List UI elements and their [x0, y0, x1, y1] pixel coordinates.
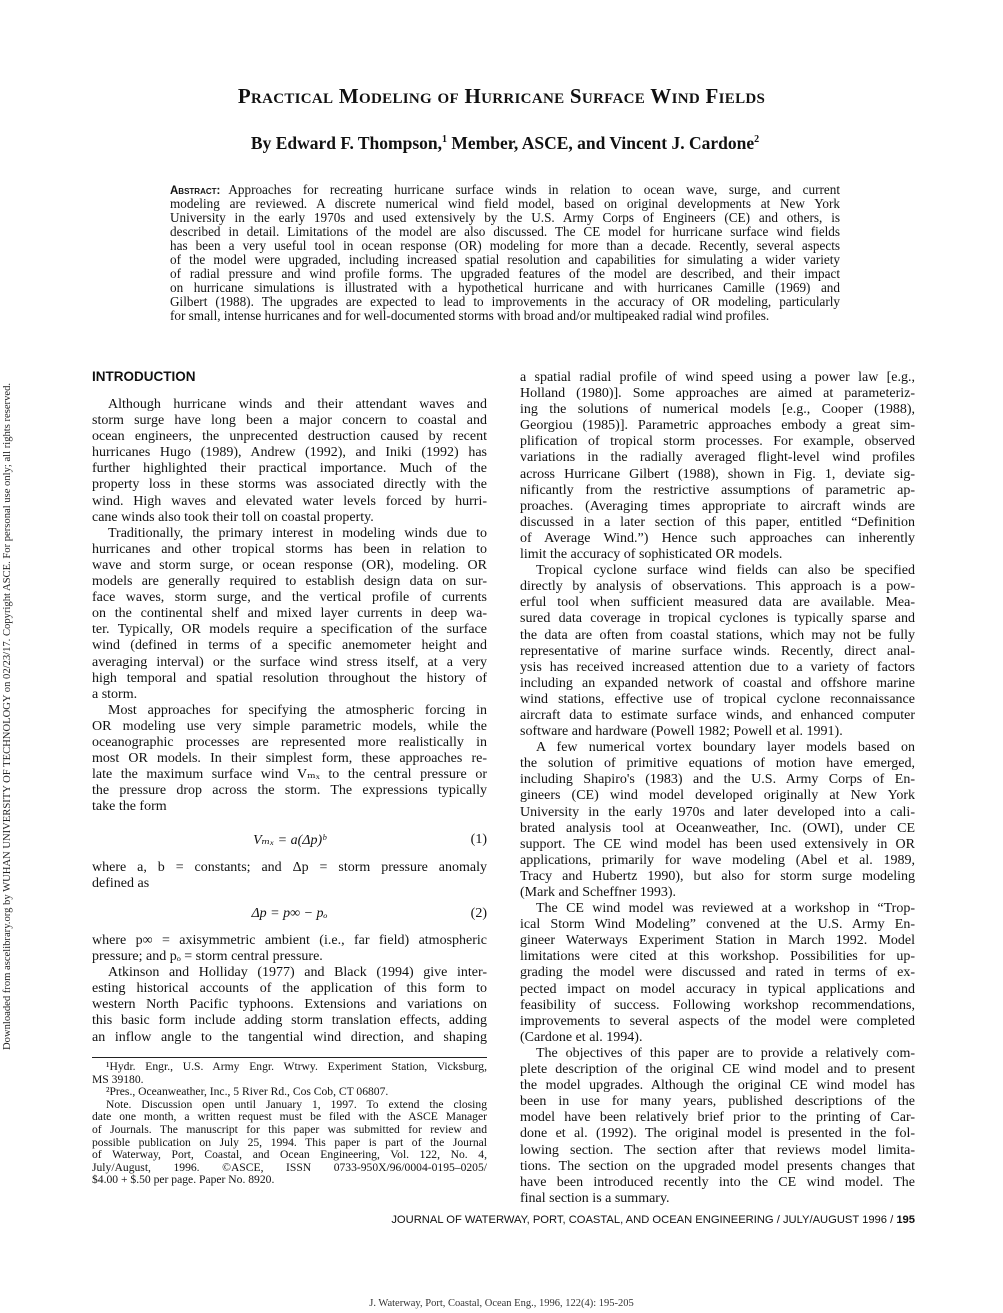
paragraph-line: ysis has received increased attention due to a variety of factors — [520, 659, 915, 675]
paragraph-line: oceanographic processes are represented more realistically in — [92, 734, 487, 750]
paragraph-line: including an expanded network of coastal and offshore marine — [520, 675, 915, 691]
paragraph-line: property loss in these storms was associated directly with the — [92, 477, 487, 493]
paragraph-line: hurricanes and other tropical storms has been in relation to — [92, 541, 487, 557]
paragraph-line: face waves, storm surge, and the vertical profile of currents — [92, 590, 487, 606]
citation-line: J. Waterway, Port, Coastal, Ocean Eng., 1996, 122(4): 195-205 — [369, 1298, 634, 1309]
paragraph-line: ter. Typically, OR models require a specification of the surface — [92, 622, 487, 638]
section-heading-introduction: INTRODUCTION — [92, 369, 196, 384]
paragraph-line: grading the model were discussed and rated in terms of ex- — [520, 965, 915, 981]
paragraph-line: aircraft data to estimate surface winds, and enhanced computer — [520, 707, 915, 723]
paragraph-line: late the maximum surface wind Vₘₓ to the central pressure or — [92, 767, 487, 783]
equation-2 — [92, 906, 487, 922]
paragraph-line: on the continental shelf and mixed layer currents in deep wa- — [92, 606, 487, 622]
page-number: 195 — [896, 1214, 915, 1226]
paragraph-line: of Average Wind.”) Hence such approaches can inherently — [520, 530, 915, 546]
paragraph-line: Although hurricane winds and their attendant waves and — [108, 397, 487, 412]
equation-expression: Δp = p∞ − pₒ — [251, 906, 328, 921]
paragraph-line: limit the accuracy of sophisticated OR models. — [520, 547, 783, 563]
paragraph-line: across Hurricane Gilbert (1988), shown in Fig. 1, deviate sig- — [520, 466, 915, 482]
paragraph-line: sured data coverage in tropical cyclones is typically sparse and — [520, 611, 915, 627]
footnote-line: MS 39180. — [92, 1072, 144, 1086]
paragraph-line: Tracy and Hubertz 1990), but also for storm surge modeling — [520, 868, 915, 884]
abstract — [170, 183, 840, 323]
paragraph-line: Georgiou (1985)]. Parametric approaches embody a great sim- — [520, 418, 915, 434]
paragraph-line: esting historical accounts of the application of this form to — [92, 981, 487, 997]
footnote-divider — [92, 1057, 487, 1058]
footnote-line: Note. Discussion open until January 1, 1997. To extend the closing — [106, 1097, 487, 1111]
paragraph-line: most OR models. In their simplest form, these approaches re- — [92, 751, 487, 767]
paragraph-line: the solution of primitive equations of motion have emerged, — [520, 756, 915, 772]
paragraph-line: defined as — [92, 876, 150, 892]
left-column-part-2 — [92, 860, 487, 892]
paragraph-line: done et al. (1992). The original model is presented in the fol- — [520, 1126, 915, 1142]
paragraph-line: ical Storm Wind Modeling” convened at the U.S. Army En- — [520, 917, 915, 933]
footnote-line: possible publication on July 25, 1994. This paper is part of the Journal — [92, 1135, 487, 1149]
paragraph-line: gineers (CE) wind model developed originally at New York — [520, 788, 915, 804]
paragraph-line: OR modeling use very simple parametric models, while the — [92, 718, 487, 734]
paragraph-line: been in use for many years, published descriptions of the — [520, 1094, 915, 1110]
footnote-line: ¹Hydr. Engr., U.S. Army Engr. Wtrwy. Experiment Station, Vicksburg, — [106, 1060, 487, 1073]
footnote-line: $4.00 + $.50 per page. Paper No. 8920. — [92, 1173, 275, 1187]
paragraph-line: support. The CE wind model has been used extensively in OR — [520, 836, 915, 852]
paragraph-line: further highlighted their practical importance. Much of the — [92, 461, 487, 477]
paragraph-line: pected impact on model accuracy in typical applications and — [520, 981, 915, 997]
paragraph-line: improvements to several aspects of the model were completed — [520, 1013, 915, 1029]
paragraph-line: Atkinson and Holliday (1977) and Black (1994) give inter- — [108, 965, 487, 981]
paragraph-line: models are generally required to establish design data on sur- — [92, 574, 487, 590]
paragraph-line: pressure; and pₒ = storm central pressure. — [92, 949, 323, 965]
abstract-line: University in the early 1970s and used extensively by the U.S. Army Corps of Engineers (CE) and others, is — [170, 210, 840, 225]
equation-number: (1) — [470, 832, 487, 847]
right-column — [520, 370, 915, 1207]
paragraph-line: Holland (1980)]. Some approaches are aimed at parameteriz- — [520, 386, 915, 402]
paragraph-line: brated analysis tool at Oceanweather, Inc. (OWI), under CE — [520, 820, 915, 836]
paragraph-line: limitations were cited at this workshop. Possibilities for up- — [520, 949, 915, 965]
paragraph-line: an inflow angle to the tangential wind direction, and shaping — [92, 1029, 487, 1045]
paragraph-line: variations in the radially averaged flight-level wind profiles — [520, 450, 915, 466]
footnote-ref-1: 1 — [442, 134, 448, 146]
paragraph-line: discussed in a later section of this paper, entitled “Definition — [520, 514, 915, 530]
paragraph-line: (Cardone et al. 1994). — [520, 1029, 643, 1045]
paragraph-line: applications, primarily for wave modeling (Abel et al. 1989, — [520, 852, 915, 868]
abstract-line: for small, intense hurricanes and for well-documented storms with broad and/or multipeaked radial wind profiles. — [170, 308, 770, 323]
paragraph-line: Tropical cyclone surface wind fields can also be specified — [536, 563, 915, 579]
authors-text: By Edward F. Thompson, — [250, 133, 443, 153]
paragraph-line: a storm. — [92, 686, 138, 702]
abstract-line — [170, 183, 840, 197]
paragraph-line: representative of marine surface winds. Recently, direct anal- — [520, 643, 915, 659]
left-column-part-3 — [92, 933, 487, 1046]
footnote-ref-2: 2 — [754, 134, 760, 146]
abstract-text: Approaches for recreating hurricane surface winds in relation to ocean wave, surge, and current — [228, 182, 840, 197]
paragraph-line: directly by analysis of observations. This approach is a pow- — [520, 579, 915, 595]
paragraph-line: wave and storm surge, or ocean response (OR), modeling. OR — [92, 557, 487, 573]
left-column-part-1 — [92, 397, 487, 815]
paragraph-line: the pressure drop across the storm. The expressions typically — [92, 783, 487, 799]
paragraph-line: averaging interval) or the surface wind stress itself, at a very — [92, 654, 487, 670]
paragraph-line: where p∞ = axisymmetric ambient (i.e., far field) atmospheric — [92, 933, 487, 948]
paragraph-line: plification of tropical storm processes. For example, observed — [520, 434, 915, 450]
abstract-line: described in detail. Limitations of the model are also discussed. The CE model for hurricane surface wind fields — [170, 224, 840, 239]
paragraph-line: The CE wind model was reviewed at a workshop in “Trop- — [536, 901, 915, 917]
paragraph-line: including Shapiro's (1983) and the U.S. Army Corps of En- — [520, 772, 915, 788]
footnotes — [92, 1061, 487, 1187]
paragraph-line: have been introduced recently into the CE wind model. The — [520, 1174, 915, 1190]
download-watermark: Downloaded from ascelibrary.org by WUHAN UNIVERSITY OF TECHNOLOGY on 02/23/17. Copyright ASCE. For personal use only; all rights reserved. — [2, 382, 13, 1050]
footnote-line: ²Pres., Oceanweather, Inc., 5 River Rd., Cos Cob, CT 06807. — [106, 1085, 389, 1099]
author-line — [0, 133, 1003, 154]
footnote-line: July/August, 1996. ©ASCE, ISSN 0733-950X/96/0004-0195–0205/ — [92, 1160, 487, 1174]
equation-1 — [92, 832, 487, 849]
paragraph-line: ocean engineers, the unprecented destruction caused by recent — [92, 429, 487, 445]
equation-number: (2) — [470, 906, 487, 921]
journal-name: JOURNAL OF WATERWAY, PORT, COASTAL, AND OCEAN ENGINEERING / JULY/AUGUST 1996 / — [391, 1214, 897, 1226]
equation-expression: Vₘₓ = a(Δp)ᵇ — [253, 833, 326, 848]
paragraph-line: Traditionally, the primary interest in modeling winds due to — [108, 525, 487, 541]
abstract-label: Abstract: — [170, 185, 221, 197]
paragraph-line: wind. High waves and elevated water levels forced by hurri- — [92, 493, 487, 509]
paragraph-line: proaches. (Averaging times appropriate to aircraft winds are — [520, 498, 915, 514]
footnote-line: of Waterway, Port, Coastal, and Ocean Engineering, Vol. 122, No. 4, — [92, 1148, 487, 1162]
paragraph-line: plete description of the original CE wind model and to present — [520, 1062, 915, 1078]
paragraph-line: take the form — [92, 799, 167, 815]
paragraph-line: gineer Waterways Experiment Station in March 1992. Model — [520, 933, 915, 949]
abstract-line: on hurricane simulations is illustrated with a hypothetical hurricane and with hurricanes Camille (1969) and — [170, 280, 840, 295]
paragraph-line: final section is a summary. — [520, 1190, 670, 1206]
paragraph-line: a spatial radial profile of wind speed using a power law [e.g., — [520, 370, 915, 385]
paragraph-line: ing the solutions of numerical models [e.g., Cooper (1988), — [520, 402, 915, 418]
paragraph-line: wind (defined in terms of a specific anemometer height and — [92, 638, 487, 654]
paragraph-line: storm surge have long been a major concern to coastal and — [92, 413, 487, 429]
paragraph-line: tions. The section on the upgraded model presents changes that — [520, 1158, 915, 1174]
footnote-line: date one month, a written request must be filed with the ASCE Manager — [92, 1110, 487, 1124]
abstract-line: Gilbert (1988). The upgrades are expected to lead to improvements in the accuracy of OR modeling, particularly — [170, 294, 840, 309]
paragraph-line: western North Pacific typhoons. Extensions and variations on — [92, 997, 487, 1013]
journal-footer — [391, 1214, 915, 1226]
paragraph-line: the data are often from coastal stations, which may not be fully — [520, 627, 915, 643]
paragraph-line: A few numerical vortex boundary layer models based on — [536, 740, 915, 756]
footnote-line: of Journals. The manuscript for this paper was submitted for review and — [92, 1122, 487, 1136]
paragraph-line: nificantly from the restrictive assumptions of parametric ap- — [520, 482, 915, 498]
paragraph-line: wind stations, effective use of tropical cyclone reconnaissance — [520, 691, 915, 707]
paragraph-line: high temporal and spatial resolution throughout the history of — [92, 670, 487, 686]
abstract-line: of radial pressure and wind profile forms. The upgraded features of the model are described, and their impact — [170, 266, 840, 281]
authors-text-2: Member, ASCE, and Vincent J. Cardone — [447, 133, 755, 153]
abstract-line: of the model were upgraded, including increased spatial resolution and capabilities for simulating a wider variety — [170, 252, 840, 267]
paragraph-line: feasibility of success. Following workshop recommendations, — [520, 997, 915, 1013]
paragraph-line: lowing section. The section after that reviews model limita- — [520, 1142, 915, 1158]
abstract-line: has been a very useful tool in ocean response (OR) modeling for more than a decade. Recently, several aspects — [170, 238, 840, 253]
paragraph-line: University in the early 1970s and later developed into a cali- — [520, 804, 915, 820]
paragraph-line: software and hardware (Powell 1982; Powell et al. 1991). — [520, 724, 843, 740]
paragraph-line: (Mark and Scheffner 1993). — [520, 885, 677, 900]
paragraph-line: erful tool when sufficient measured data are available. Mea- — [520, 595, 915, 611]
paragraph-line: hurricanes Hugo (1989), Andrew (1992), and Iniki (1992) has — [92, 445, 487, 461]
paragraph-line: Most approaches for specifying the atmospheric forcing in — [108, 702, 487, 718]
paragraph-line: where a, b = constants; and Δp = storm pressure anomaly — [92, 860, 487, 875]
paragraph-line: The objectives of this paper are to provide a relatively com- — [536, 1045, 915, 1061]
paragraph-line: cane winds also took their toll on coastal property. — [92, 509, 374, 525]
paper-title: Practical Modeling of Hurricane Surface Wind Fields — [237, 84, 766, 108]
paragraph-line: the model upgrades. Although the original CE wind model has — [520, 1078, 915, 1094]
paragraph-line: model have been relatively brief prior to the printing of Car- — [520, 1110, 915, 1126]
paragraph-line: this basic form include adding storm translation effects, adding — [92, 1013, 487, 1029]
abstract-line: modeling are reviewed. A discrete numerical wind field model, based on original developments at New York — [170, 196, 840, 211]
